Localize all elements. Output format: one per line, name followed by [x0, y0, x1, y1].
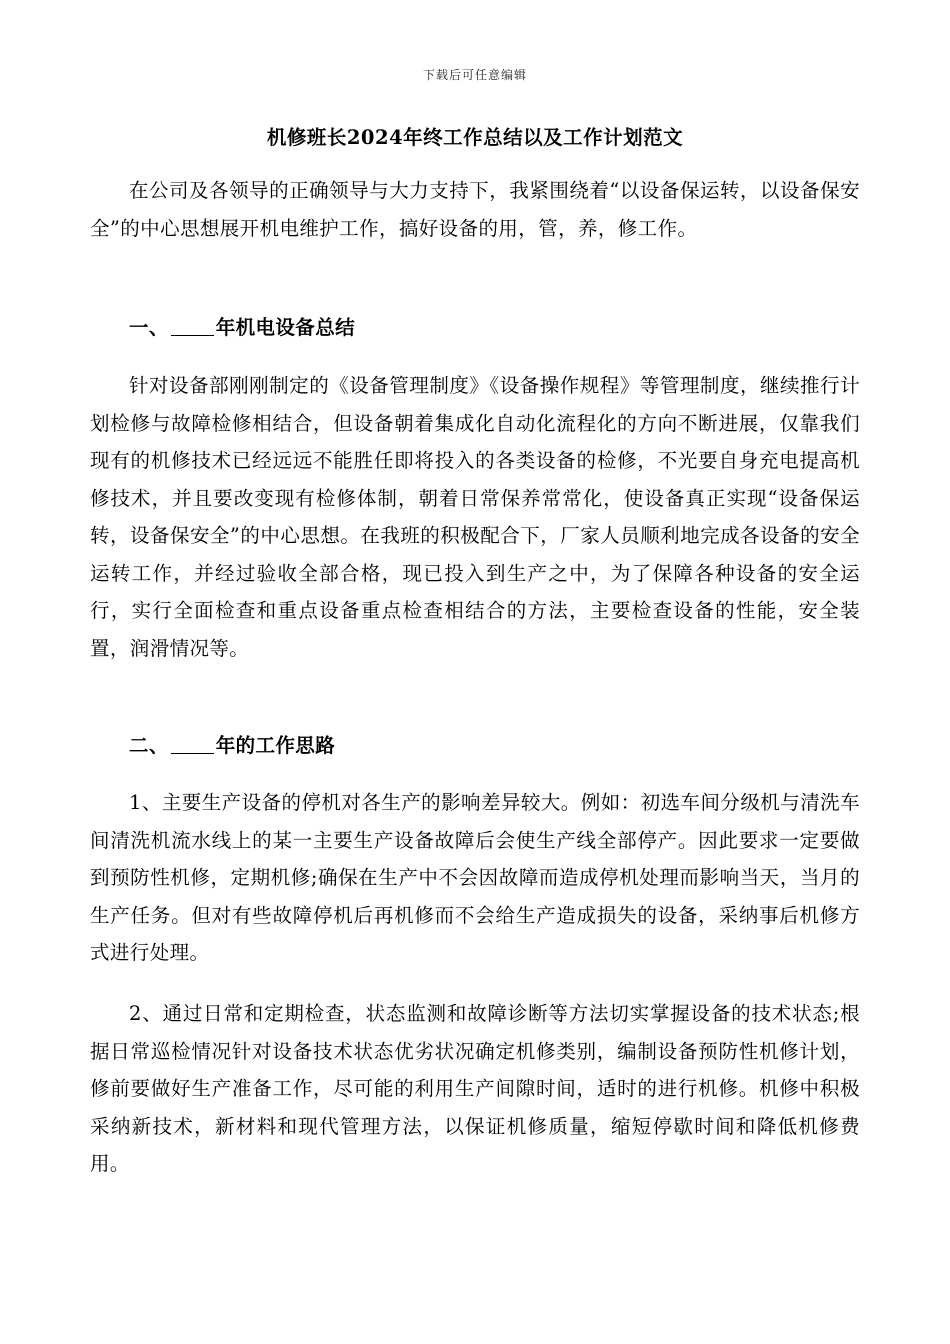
intro-block [90, 172, 860, 247]
document-title: 机修班长2024年终工作总结以及工作计划范文 [266, 126, 684, 149]
section2-heading-prefix: 二、 [129, 734, 169, 757]
section2-heading-block [90, 727, 860, 765]
section1-heading [90, 309, 860, 347]
section1-paragraph: 针对设备部刚刚制定的《设备管理制度》《设备操作规程》等管理制度，继续推行计划检修与故障检修相结合，但设备朝着集成化自动化流程化的方向不断进展，仅靠我们现有的机修技术已经远远不能胜任即将投入的各类设备的检修，不光要自身充电提高机修技术，并且要改变现有检修体制，朝着日常保养常常化，使设备真正实现“设备保运转，设备保安全”的中心思想。在我班的积极配合下，厂家人员顺利地完成各设备的安全运转工作，并经过验收全部合格，现已投入到生产之中，为了保障各种设备的安全运行，实行全面检查和重点设备重点检查相结合的方法，主要检查设备的性能，安全装置，润滑情况等。 [90, 374, 860, 660]
intro-paragraph: 在公司及各领导的正确领导与大力支持下，我紧围绕着“以设备保运转，以设备保安全”的中心思想展开机电维护工作，搞好设备的用，管，养，修工作。 [90, 179, 860, 240]
section2-item1-block [90, 784, 860, 972]
section1-heading-prefix: 一、 [129, 316, 169, 339]
section1-heading-block [90, 309, 860, 347]
section1-year-blank [171, 316, 214, 337]
header-note: 下载后可任意编辑 [422, 68, 527, 82]
section1-body-block [90, 367, 860, 667]
section2-item2-paragraph: 2、通过日常和定期检查，状态监测和故障诊断等方法切实掌握设备的技术状态;根据日常巡检情况针对设备技术状态优劣状况确定机修类别，编制设备预防性机修计划，修前要做好生产准备工作，尽可能的利用生产间隙时间，适时的进行机修。机修中积极采纳新技术，新材料和现代管理方法，以保证机修质量，缩短停歇时间和降低机修费用。 [90, 1002, 860, 1175]
section2-item2-block [90, 995, 860, 1183]
section2-heading [90, 727, 860, 765]
section1-heading-suffix: 年机电设备总结 [215, 316, 356, 339]
section2-year-blank [171, 734, 214, 755]
section2-item1-paragraph: 1、主要生产设备的停机对各生产的影响差异较大。例如：初选车间分级机与清洗车间清洗机流水线上的某一主要生产设备故障后会使生产线全部停产。因此要求一定要做到预防性机修，定期机修;确保在生产中不会因故障而造成停机处理而影响当天，当月的生产任务。但对有些故障停机后再机修而不会给生产造成损失的设备，采纳事后机修方式进行处理。 [90, 791, 860, 964]
section2-heading-suffix: 年的工作思路 [215, 734, 336, 757]
